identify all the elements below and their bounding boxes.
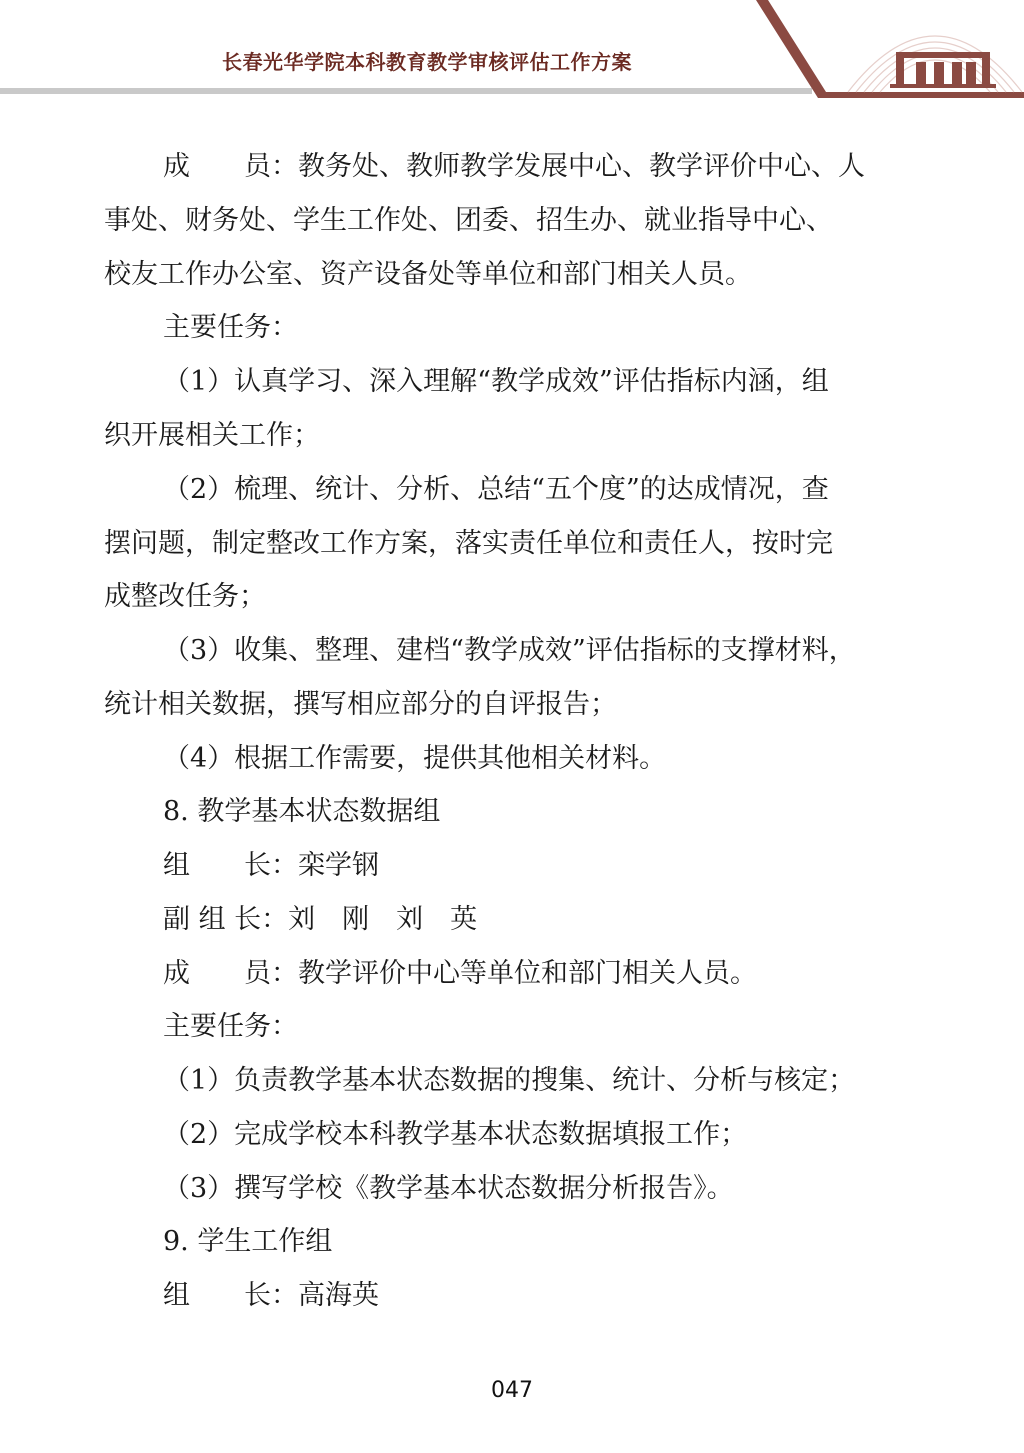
page-header — [0, 0, 1024, 100]
paragraph-line: 组 长：栾学钢 — [163, 850, 379, 881]
list-item: （3）撰写学校《教学基本状态数据分析报告》。 — [163, 1173, 734, 1204]
paragraph-line: 成 员：教务处、教师教学发展中心、教学评价中心、人 — [163, 151, 865, 182]
list-item: 统计相关数据，撰写相应部分的自评报告； — [104, 689, 617, 720]
list-item: （2）完成学校本科教学基本状态数据填报工作； — [163, 1119, 748, 1150]
section-heading: 9. 学生工作组 — [163, 1226, 333, 1257]
list-item: 摆问题，制定整改工作方案，落实责任单位和责任人，按时完 — [104, 528, 833, 559]
page-number: 047 — [491, 1378, 533, 1403]
list-item: （1）负责教学基本状态数据的搜集、统计、分析与核定； — [163, 1065, 856, 1096]
list-item: 织开展相关工作； — [104, 420, 320, 451]
paragraph-line: 校友工作办公室、资产设备处等单位和部门相关人员。 — [104, 259, 752, 290]
list-item: （1）认真学习、深入理解“教学成效”评估指标内涵，组 — [163, 366, 829, 397]
list-item: （3）收集、整理、建档“教学成效”评估指标的支撑材料， — [163, 635, 856, 666]
list-item: （4）根据工作需要，提供其他相关材料。 — [163, 743, 667, 774]
section-label: 主要任务： — [163, 312, 298, 343]
building-logo-icon — [890, 52, 996, 88]
section-label: 主要任务： — [163, 1011, 298, 1042]
paragraph-line: 组 长：高海英 — [163, 1280, 379, 1311]
paragraph-line: 成 员：教学评价中心等单位和部门相关人员。 — [163, 958, 757, 989]
header-title: 长春光华学院本科教育教学审核评估工作方案 — [222, 50, 632, 74]
paragraph-line: 副 组 长：刘 刚 刘 英 — [163, 904, 478, 935]
list-item: 成整改任务； — [104, 581, 266, 612]
section-heading: 8. 教学基本状态数据组 — [163, 796, 441, 827]
paragraph-line: 事处、财务处、学生工作处、团委、招生办、就业指导中心、 — [104, 205, 833, 236]
list-item: （2）梳理、统计、分析、总结“五个度”的达成情况，查 — [163, 474, 829, 505]
